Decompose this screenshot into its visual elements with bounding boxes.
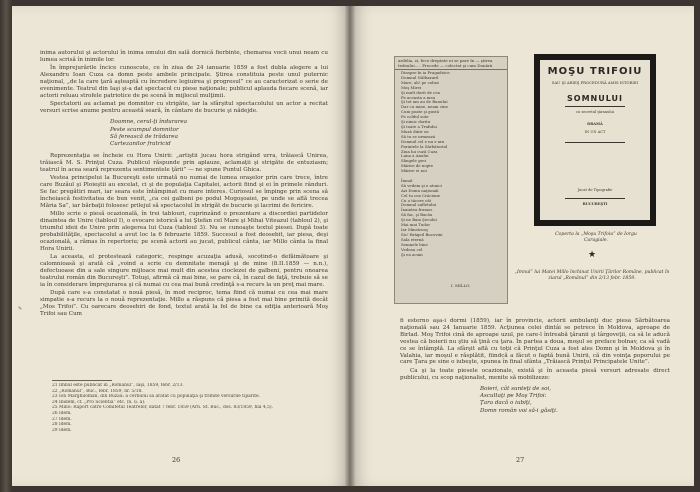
poster-title-2: SOMNULUI	[567, 94, 623, 103]
newspaper-line: Domnul cel e nu s-aru	[401, 138, 445, 144]
newspaper-line: Mare, ah! pe cobze	[401, 79, 439, 85]
poster-text: BUCUREŞTI	[582, 202, 608, 206]
newspaper-line: Sângele grei	[401, 158, 426, 164]
paragraph: Spectatorii au aclamat pe domnitor cu strigăte, iar la sfârşitul spectacolului un actor a recitat versuri scrise anume pentru această seară, în cântare de bucurie şi nădejde.	[40, 101, 328, 115]
poster-subtitle: SAU ŞI ARIEŞ PROCEDURĂ AMIS ISTORIEI	[551, 80, 639, 85]
newspaper-line: Muză dintr ea	[401, 128, 429, 134]
left-text-block	[40, 50, 328, 319]
poem-line: Boieri, cât sunteţi de soi,	[480, 385, 552, 392]
poem-line: Domn român voi să-i găsiţi.	[480, 407, 558, 414]
paragraph: Millo scrie o piesă ocazională, în trei tablouri, cuprinzând o prezentare a discordiei partidelor dinaintea de Unire (tabloul I), o evocare istorică a lui Ştefan cel Mare şi Mihai Viteazul (tabloul 2), şi triumful ideii de Unire prin alegerea lui Cuza (tabloul 3). Nu se cunoaşte textul piesei. După toate probabilităţile, spectacolul a avut loc la 6 februarie 1859. Succesul a fost deosebit, iar piesa, deşi ocazională, a rămas în repertoriu; pe scenă actorii au jucat, publicul cânta, iar Millo cânta la final Hora Unirii.	[40, 211, 328, 252]
poster-image	[534, 54, 656, 226]
newspaper-line: Şi tot am au de Bunului	[401, 99, 448, 105]
newspaper-line: Parintele la Sărbătoriul	[401, 143, 448, 149]
newspaper-line: Cel tu cea Crăciune	[401, 192, 440, 198]
newspaper-line: Şi ea acum	[401, 251, 423, 257]
poster-inner	[540, 60, 650, 220]
newspaper-line: Moş Mirei	[401, 84, 422, 90]
star-ornament: ★	[588, 250, 597, 260]
paragraph: Vestea principelui la Bucureşti este urmată nu numai de lumea oraşelor prin care trece, între care Buzăul şi Ploieştii au excelat, ci şi de populaţia Capitalei, actorii fiind şi ei în primele rânduri. Se fac pregătiri mari, iar seara este întâmpinat cu mare interes. Curiosul se împinge prin scena să încheiască festivitatea de bun venit, „ca cei galbeni pe podul Mogoşoaiei, pe unde se află trecea Măria Sa”, iar bărbaţii folosesc prilejul să spectacolul în strigăt de bucurie şi lacrimi de fericire.	[40, 175, 328, 209]
newspaper-line: Sic! Brăgeil Bucovini	[401, 231, 443, 237]
newspaper-line: Sala eternă	[401, 236, 424, 242]
right-text-block	[400, 318, 670, 419]
paragraph: Ca şi la toate piesele ocazionale, există şi în aceasta piesă versuri adresate direct publicului, cu scop naţionalist, menite să mobilizeze:	[400, 367, 670, 381]
poster-text: cu secretul ţăranului	[575, 110, 615, 114]
poster-rule	[565, 106, 625, 107]
footnote: 27 Idem.	[52, 416, 72, 422]
newspaper-line: Luna a Anului	[401, 153, 429, 159]
poster-title: MOŞU TRIFOIU	[547, 66, 643, 77]
footnotes	[52, 380, 322, 433]
newspaper-line: Şi ne Baia Şecului	[401, 217, 437, 223]
newspaper-column	[401, 71, 461, 257]
poem-line: Doamne, cerul-ţi îndurarea	[110, 119, 188, 126]
footnote-rule	[52, 380, 112, 381]
newspaper-line: Pe aceasta a mea	[401, 94, 436, 100]
newspaper-clipping	[394, 56, 508, 304]
footnote: 21 Imnul este publicat în „Românul”, Iaşi, 1859, febr. 2/13.	[52, 383, 184, 388]
poster-text: DRAMĂ	[587, 122, 603, 126]
newspaper-line: Vedeau cel	[401, 246, 423, 252]
book-gutter	[345, 6, 355, 486]
poem-line: Să ferească de trădarea	[110, 133, 178, 140]
newspaper-line: Îmnul	[401, 177, 413, 183]
newspaper-line: Dinspre în ia Pragadeice	[401, 70, 450, 75]
newspaper-line: Să tu se urmează	[401, 133, 436, 139]
pencil-mark: ✎	[18, 306, 23, 312]
newspaper-header: ardelia, zi, fece dreptate ni se pare în — ştirea tedeului..... Procede — colectat şi cum Dunării	[395, 57, 507, 70]
newspaper-line: Şi toate a Trufului	[401, 123, 437, 129]
page-number-right: 27	[516, 456, 525, 464]
poem-line: Ascultaţi pe Moş Trifoi:	[480, 393, 547, 400]
newspaper-line: Dar cu mine, neam cine	[401, 104, 448, 110]
poem-right	[480, 386, 670, 416]
newspaper-line: Să vedem şi e atunci	[401, 182, 442, 188]
footnote: 29 Idem.	[52, 427, 72, 433]
poster-rule	[565, 198, 625, 199]
newspaper-line: Domnul Nălbaxuril	[401, 74, 439, 80]
caption-poster: Coperta la „Moşu Trifoiu” de Iorgu Caragiale.	[555, 232, 637, 243]
paragraph: fi esterno aşa-i dormi (1859), iar în provincie, actorii ambulanţi duc piesa Sărbătoarea naţională sau 24 Ianuarie 1859. Acţiunea celei dintâi se petrece în Moldova, aproape de Birlad. Moş Trifoi cină de aproape uzul, pe care-l întreabă ţăranii şi târgoveţii, ca să le aducă vestea că boierii nu ştiu să ţină cu ţara. În partea a doua, moşul se preface bolnav, ca să vadă ce se întâmplă. La sfârşit află cu toţii că Prinţul Cuza a fost ales Domn şi în Moldova şi în Valahia, iar moşul e răsplătit, fiindcă a făcut o faptă bună Unirii, că din voinţa poporului pe care Ţara pe sine o iubeşte, spunea în final sfânta „Trăiască Prinţul Principatele Unite”.	[400, 318, 670, 366]
newspaper-line: Înaintea frumos	[401, 207, 433, 213]
newspaper-line: Să fac, şi Bacău	[401, 212, 433, 218]
paragraph: În împrejurările încice cunoscute, ce în ziua de 24 ianuarie 1859 a fost dubla alegere a lui Alexandru Ioan Cuza ca domn peste ambele principate. Ştirea constituia peste unul puternic naţional, „de la care ţară aşteaptă cu încredere legiuirea şi progresul” ce au caracterizat o serie de evenimente. Teatrul din Iaşi şi-a dat spectacol cu piese naţionale; publicul aplauda fiecare scenă, iar actorii reluau strofele patriotice de pe scenă în mijlocul mulţimii.	[40, 65, 328, 99]
left-page	[12, 6, 350, 486]
paragraph: La aceasta, el protestează categoric, respinge acuzaţia adusă, socotind-o defăimătoare şi calomnioasă şi arată că „voind a scrie cu demnitate menajă şi de mine (8.II.1859 — n.n.), defectuoase din a sale singure mijloace mai mult din acestea cioclezei de galbeni, pentru onoarea teatrului român din Bucureşti”. Totuşi, afirmă că mai bine, se pare că, în cazul de faţă, trebuie să se ia în considerare împrejurarea şi că numai cu cea mai bună credinţă s-a recurs la un preţ mai mare.	[40, 253, 328, 288]
newspaper-line: Şi nimic doritu	[401, 119, 431, 125]
paragraph: inima autorului şi actorului în inima omului din sală dornică fierbinte, chemarea vocii unui neam cu lumea scrisă în inimile lor.	[40, 50, 328, 63]
footnote: 24 Ibidem, cf. „Pro Scientia” etc. (n. u. a).	[52, 399, 146, 405]
poem-line: Peste scumpul domnitor	[110, 126, 179, 133]
footnote: 23 Ion Marghiloman, din Buzău: a cerbului să arătat cu populaţia şi trimite versurile tipărite.	[52, 394, 261, 400]
footnote: 25 Millo: Raport către Comitetul Teatrelor, datat 7 febr. 1859 (Arh. St. Buc., dos. 83/1859, fila 4,5).	[52, 405, 273, 411]
newspaper-line: Cu o tăcere cât	[401, 197, 432, 203]
poster-text: IN UN ACT	[584, 130, 606, 134]
poem-line: Curtezanilor fratricid	[110, 141, 171, 148]
newspaper-line: Mărire de nopte	[401, 163, 434, 169]
newspaper-line: Iar Minstruoş	[401, 227, 428, 232]
paragraph: Reprezentaţia se încheie cu Hora Unirii: „artiştii jucau hora strigând urra, trăiască Unirea, trăiască M. S. Prinţul Cuza. Publicul răspunde prin aplauze, aclamaţii şi strigăte de entuziasm; teatrul în acea seară reprezenta sentimentele ţării” — ne spune Puntul Ghica.	[40, 152, 328, 173]
page-number-left: 26	[172, 456, 181, 464]
newspaper-line: Azi Domn naţionali	[401, 187, 439, 193]
footnote: 28 Idem.	[52, 422, 72, 428]
caption-newspaper: „Imnul” lui Matei Millo închinat Unirii Ţărilor Române, publicat în ziarul „Românul” din 2/13 febr. 1859.	[514, 270, 670, 281]
newspaper-line: Semnele bine	[401, 241, 428, 247]
poem-left	[110, 119, 328, 149]
newspaper-line: Domnul sufletului	[401, 202, 437, 208]
poster-text: Jucat de Tipografie	[577, 188, 613, 192]
newspaper-line: Şi mult dorit de cea	[401, 89, 440, 95]
newspaper-line: Ziua lui cuză Cuza	[401, 148, 438, 154]
paragraph: După care s-a constatat o nouă piesă, în mod reciproc, tema fiind că numai cu cea mai mare simpatie s-a recurs la o nouă reprezentaţie. Millo a răspuns că piesa a fost mai bine primită decât „Mos Trifoi”. Cu oarecare deosebiri de fond, textul arată la fel de bine ca ediţia anterioară Moş Trifoi sau Cum	[40, 290, 328, 317]
footnote: 26 Idem.	[52, 410, 72, 416]
newspaper-line: Pe coldul sute	[401, 114, 429, 120]
poster-rule	[565, 142, 625, 143]
footnote: 22 „Românul”, Buc., febr. 1859, nr. 5/18.	[52, 388, 143, 394]
newspaper-line: Cum poate şi gustă	[401, 109, 440, 115]
poem-line: Ţara dacă o iubiţi,	[480, 400, 532, 407]
newspaper-line: Mai mai Tudor	[401, 222, 431, 228]
newspaper-signature: I. MILLO.	[451, 283, 471, 288]
newspaper-line: Mărire ei noi	[401, 168, 427, 174]
